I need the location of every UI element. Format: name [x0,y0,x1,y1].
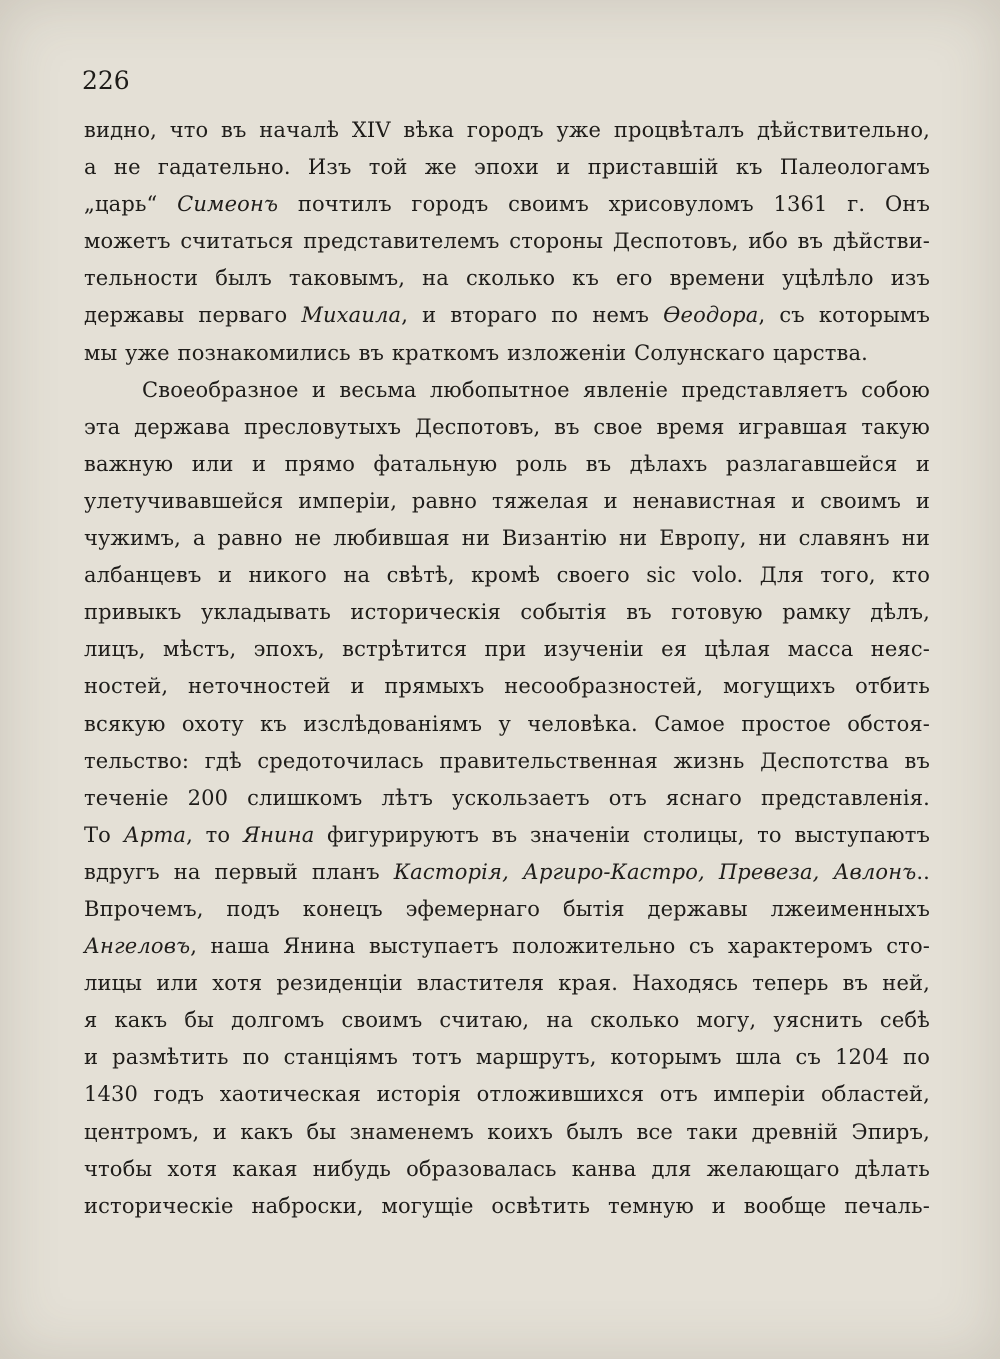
text-line: Ангеловъ, наша Янина выступаетъ положительно съ характеромъ сто- [84,934,930,959]
text-line: лицъ, мѣстъ, эпохъ, встрѣтится при изученіи ея цѣлая масса неяс- [84,637,930,662]
text-line: вдругъ на первый планъ Касторія, Аргиро-Кастро, Превеза, Авлонъ.. [84,859,930,884]
italic-name: Арта [123,822,187,847]
text-line: тельности былъ таковымъ, на сколько къ его времени уцѣлѣло изъ [84,266,930,291]
text-line: державы перваго Михаила, и втораго по немъ Өеодора, съ которымъ [84,303,930,328]
text-line: важную или и прямо фатальную роль въ дѣлахъ разлагавшейся и [84,451,930,476]
text-line: центромъ, и какъ бы знаменемъ коихъ былъ все таки древній Эпиръ, [84,1119,930,1144]
text-line: эта держава пресловутыхъ Деспотовъ, въ свое время игравшая такую [84,414,930,439]
text-line: историческіе наброски, могущіе освѣтить темную и вообще печаль- [84,1193,930,1218]
text-line: видно, что въ началѣ XIV вѣка городъ уже процвѣталъ дѣйствительно, [84,118,930,142]
text-line: и размѣтить по станціямъ тотъ маршрутъ, которымъ шла съ 1204 по [84,1045,930,1070]
italic-name: Михаила [301,303,402,328]
text-line: улетучивавшейся имперіи, равно тяжелая и ненавистная и своимъ и [84,488,930,513]
body-text [84,112,930,1225]
text-line: албанцевъ и никого на свѣтѣ, кромѣ своего sic volo. Для того, кто [84,563,930,588]
text-line: чтобы хотя какая нибудь образовалась канва для желающаго дѣлать [84,1156,930,1181]
italic-name: Касторія, Аргиро-Кастро, Превеза, Авлонъ [393,859,917,884]
text-line: всякую охоту къ изслѣдованіямъ у человѣка. Самое простое обстоя- [84,711,930,736]
text-line: мы уже познакомились въ краткомъ изложеніи Солунскаго царства. [84,340,868,365]
text-line: привыкъ укладывать историческія событія въ готовую рамку дѣлъ, [84,600,930,625]
italic-name: Өеодора [663,303,759,328]
text-line: чужимъ, а равно не любившая ни Византію ни Европу, ни славянъ ни [84,526,930,551]
page-number: 226 [82,66,130,95]
text-line: Своеобразное и весьма любопытное явленіе представляетъ собою [142,377,930,402]
italic-name: Ангеловъ [84,934,191,959]
text-line: тельство: гдѣ средоточилась правительственная жизнь Деспотства въ [84,748,930,773]
text-line: я какъ бы долгомъ своимъ считаю, на сколько могу, уяснить себѣ [84,1008,930,1033]
text-line: Впрочемъ, подъ конецъ эфемернаго бытія державы лжеименныхъ [84,896,930,921]
text-line: ностей, неточностей и прямыхъ несообразностей, могущихъ отбить [84,674,930,699]
text-line: „царь“ Симеонъ почтилъ городъ своимъ хрисовуломъ 1361 г. Онъ [84,192,930,217]
text-line: лицы или хотя резиденціи властителя края. Находясь теперь въ ней, [84,971,930,996]
text-line: а не гадательно. Изъ той же эпохи и приставшій къ Палеологамъ [84,155,930,180]
italic-name: Симеонъ [177,192,279,217]
text-line: 1430 годъ хаотическая исторія отложившихся отъ имперіи областей, [84,1082,930,1107]
text-line: теченіе 200 слишкомъ лѣтъ ускользаетъ отъ яснаго представленія. [84,785,930,810]
italic-name: Янина [242,822,315,847]
text-line: То Арта, то Янина фигурируютъ въ значеніи столицы, то выступаютъ [84,822,931,847]
text-line: можетъ считаться представителемъ стороны Деспотовъ, ибо въ дѣйстви- [84,229,930,254]
